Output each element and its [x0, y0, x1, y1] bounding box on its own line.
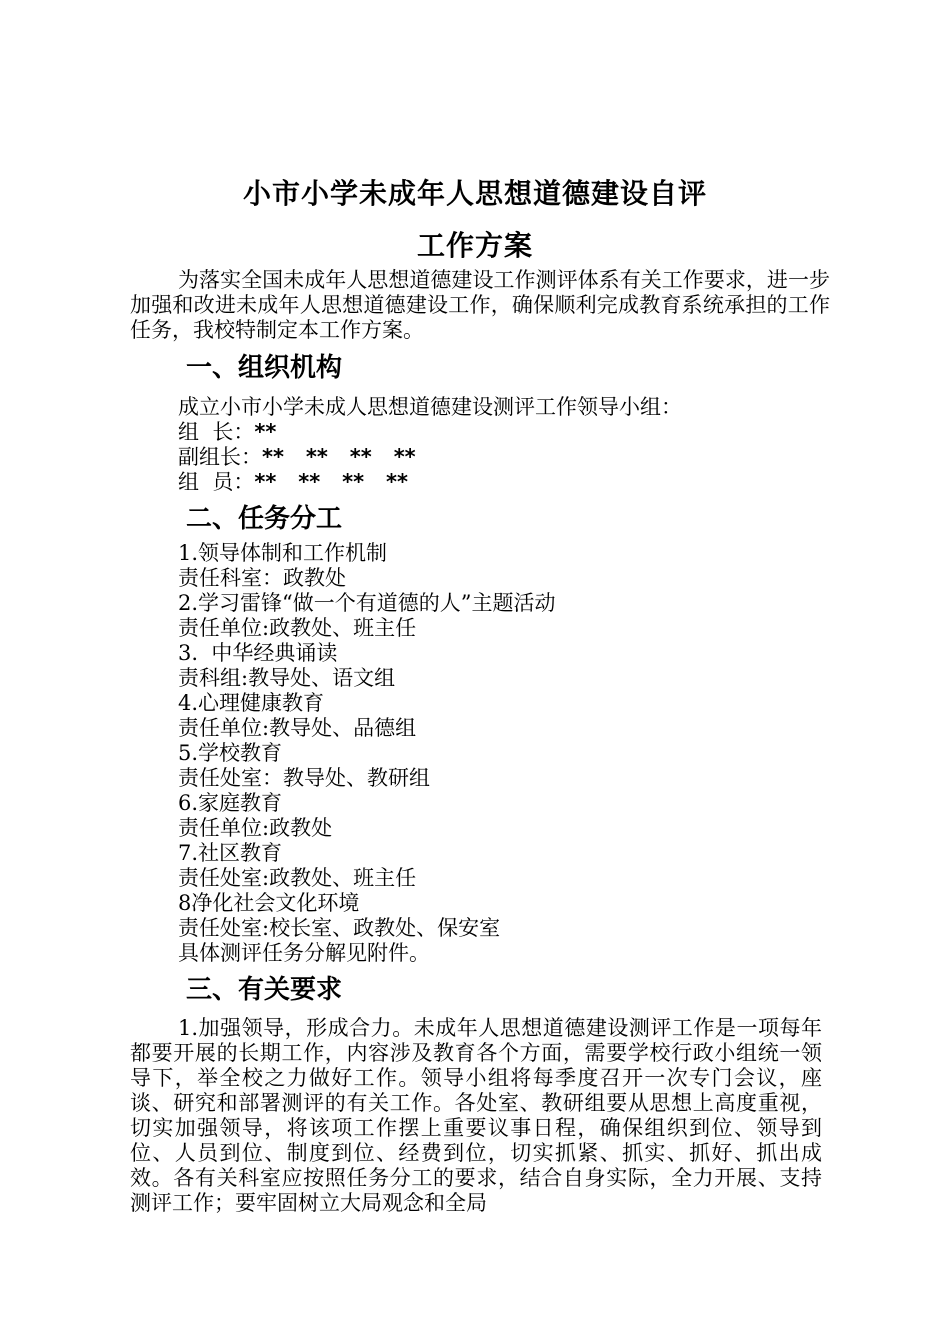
task-line: 具体测评任务分解见附件。 [178, 941, 430, 965]
organization-value: ** [254, 420, 277, 444]
task-line: 8净化社会文化环境 [178, 891, 360, 915]
task-line: 责任单位:政教处 [178, 816, 333, 840]
organization-label: 组 长： [178, 420, 255, 444]
task-line: 1.领导体制和工作机制 [178, 541, 388, 565]
task-line: 责任单位:政教处、班主任 [178, 616, 417, 640]
document-title: 小市小学未成年人思想道德建设自评 [242, 177, 707, 210]
organization-value: ** ** ** ** [254, 470, 409, 494]
organization-line [178, 420, 682, 445]
organization-line [178, 445, 682, 470]
task-line: 责科组:教导处、语文组 [178, 666, 396, 690]
requirements-paragraph: 1.加强领导，形成合力。未成年人思想道德建设测评工作是一项每年都要开展的长期工作，内容涉及教育各个方面，需要学校行政小组统一领导下，举全校之力做好工作。领导小组将每季度召开一次专门会议，座谈、研究和部署测评的有关工作。各处室、教研组要从思想上高度重视，切实加强领导，将该项工作摆上重要议事日程，确保组织到位、领导到位、人员到位、制度到位、经费到位，切实抓紧、抓实、抓好、抓出成效。各有关科室应按照任务分工的要求，结合自身实际，全力开展、支持测评工作；要牢固树立大局观念和全局 [130, 1016, 822, 1215]
task-list [178, 541, 556, 966]
task-line: 责任处室:校长室、政教处、保安室 [178, 916, 501, 940]
organization-line [178, 395, 682, 420]
task-line: 责任处室：教导处、教研组 [178, 766, 430, 790]
section-heading-organization: 一、组织机构 [186, 353, 343, 383]
task-line: 4.心理健康教育 [178, 691, 325, 715]
organization-label: 成立小市小学未成人思想道德建设测评工作领导小组： [178, 395, 682, 419]
section-heading-tasks: 二、任务分工 [186, 504, 343, 534]
organization-line [178, 470, 682, 495]
organization-value: ** ** ** ** [262, 445, 416, 469]
organization-list [178, 395, 682, 495]
task-line: 3. 中华经典诵读 [178, 641, 338, 665]
document-subtitle: 工作方案 [416, 229, 533, 262]
task-line: 2.学习雷锋“做一个有道德的人”主题活动 [178, 591, 556, 615]
section-heading-requirements: 三、有关要求 [186, 975, 343, 1005]
intro-paragraph: 为落实全国未成年人思想道德建设工作测评体系有关工作要求，进一步加强和改进未成年人思想道德建设工作，确保顺利完成教育系统承担的工作任务，我校特制定本工作方案。 [130, 268, 830, 342]
task-line: 责任科室：政教处 [178, 566, 346, 590]
task-line: 责任单位:教导处、品德组 [178, 716, 417, 740]
organization-label: 副组长： [178, 445, 262, 469]
task-line: 5.学校教育 [178, 741, 283, 765]
task-line: 7.社区教育 [178, 841, 283, 865]
task-line: 责任处室:政教处、班主任 [178, 866, 417, 890]
organization-label: 组 员： [178, 470, 255, 494]
task-line: 6.家庭教育 [178, 791, 283, 815]
